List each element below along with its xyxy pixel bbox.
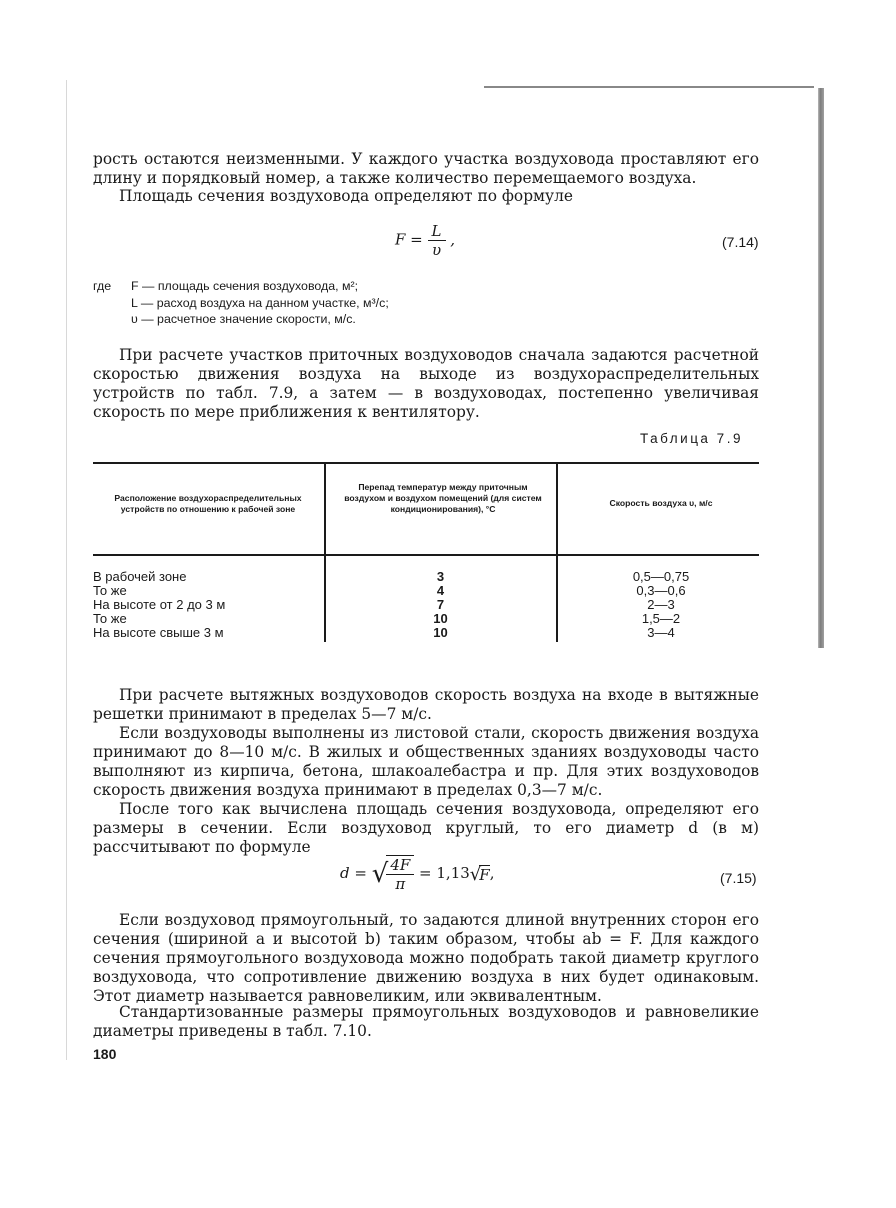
table-header-speed: Скорость воздуха υ, м/с: [609, 498, 713, 508]
paragraph-2: Площадь сечения воздуховода определяют по формуле: [119, 187, 573, 205]
sqrt-sign-icon: √: [371, 859, 389, 889]
definition-row: [93, 278, 389, 295]
radicand-root: F: [479, 865, 490, 884]
table-cell: 3: [436, 569, 445, 584]
table-header-temperature: Перепад температур между приточным воздухом и воздухом помещений (для систем кондиционирования), °С: [344, 482, 542, 514]
fraction-numerator: L: [428, 222, 446, 241]
table-7-9: [93, 462, 759, 642]
table-header-location: Расположение воздухораспределительных устройств по отношению к рабочей зоне: [114, 493, 302, 514]
table-cell: 4: [436, 583, 445, 598]
fraction-denominator: υ: [431, 241, 442, 259]
radicand: [386, 855, 414, 893]
table-column-divider: [324, 462, 326, 642]
definition-row: [93, 311, 389, 328]
paragraph-5: Если воздуховоды выполнены из листовой стали, скорость движения воздуха принимают до 8—10 м/с. В жилых и общественных зданиях воздуховоды часто выполняют из кирпича, бетона, шлакоалебастра и пр. Для этих воздуховодов скорость движения воздуха принимают в пределах 0,3—7 м/с.: [93, 724, 759, 799]
paragraph-7: Если воздуховод прямоугольный, то задаются длиной внутренних сторон его сечения (шириной a и высотой b) таким образом, чтобы ab = F. Для каждого сечения прямоугольного воздуховода можно подобрать такой диаметр круглого воздуховода, что сопротивление движению воздуха в них будет одинаковым. Этот диаметр называется равновеликим, или эквивалентным.: [93, 911, 759, 1005]
scan-margin-line: [66, 80, 67, 1060]
formula-7-14: [395, 222, 455, 259]
table-cell: 1,5—2: [641, 611, 681, 626]
fraction-numerator: 4F: [386, 856, 414, 875]
where-word: где: [93, 279, 112, 293]
fraction-denominator: π: [395, 875, 406, 893]
table-cell: На высоте свыше 3 м: [93, 625, 224, 640]
equation-number-7-15: (7.15): [720, 870, 757, 886]
paragraph-3: При расчете участков приточных воздуховодов сначала задаются расчетной скоростью движения воздуха на выходе из воздухораспределительных устройств по табл. 7.9, а затем — в воздуховодах, постепенно увеличивая скорость по мере приближения к вентилятору.: [93, 346, 759, 421]
table-caption: Таблица 7.9: [640, 431, 743, 446]
table-top-rule: [93, 462, 759, 464]
sqrt-sign-icon: √: [469, 863, 482, 885]
formula-tail: ,: [450, 230, 456, 249]
table-cell: 0,3—0,6: [636, 583, 686, 598]
header-rule: [484, 86, 814, 88]
paragraph-1: рость остаются неизменными. У каждого участка воздуховода проставляют его длину и порядковый номер, а также количество перемещаемого воздуха.: [93, 150, 759, 187]
paragraph-4: При расчете вытяжных воздуховодов скорость воздуха на входе в вытяжные решетки принимают в пределах 5—7 м/с.: [93, 686, 759, 723]
formula-fraction: [386, 856, 414, 893]
formula-7-15: [340, 855, 494, 893]
table-header-rule: [93, 554, 759, 556]
definition-text: F — площадь сечения воздуховода, м²;: [131, 279, 359, 293]
definition-text: L — расход воздуха на данном участке, м³/с;: [131, 295, 389, 310]
formula-lhs: d =: [340, 864, 367, 882]
table-cell: 10: [433, 625, 448, 640]
paragraph-8: Стандартизованные размеры прямоугольных воздуховодов и равновеликие диаметры приведены в табл. 7.10.: [93, 1003, 759, 1040]
page-number: 180: [93, 1046, 117, 1062]
table-cell: То же: [93, 611, 127, 626]
paragraph-6: После того как вычислена площадь сечения воздуховода, определяют его размеры в сечении. Если воздуховод круглый, то его диаметр d (в м) рассчитывают по формуле: [93, 800, 759, 856]
formula-tail: ,: [489, 864, 495, 882]
formula-lhs: F =: [395, 230, 423, 249]
table-column-divider: [556, 462, 558, 642]
table-cell: На высоте от 2 до 3 м: [93, 597, 226, 612]
table-cell: В рабочей зоне: [93, 569, 187, 584]
variable-definitions: [93, 278, 389, 328]
definition-text: υ — расчетное значение скорости, м/с.: [131, 312, 356, 326]
table-cell: 2—3: [647, 597, 675, 612]
table-cell: 3—4: [647, 625, 675, 640]
equation-number-7-14: (7.14): [722, 234, 759, 250]
table-cell: То же: [93, 583, 127, 598]
formula-fraction: [428, 222, 446, 259]
definition-row: [93, 295, 389, 312]
table-cell: 10: [433, 611, 448, 626]
table-cell: 7: [436, 597, 445, 612]
scan-page-edge: [818, 88, 824, 648]
formula-rhs: = 1,13: [419, 864, 470, 882]
table-cell: 0,5—0,75: [632, 569, 690, 584]
